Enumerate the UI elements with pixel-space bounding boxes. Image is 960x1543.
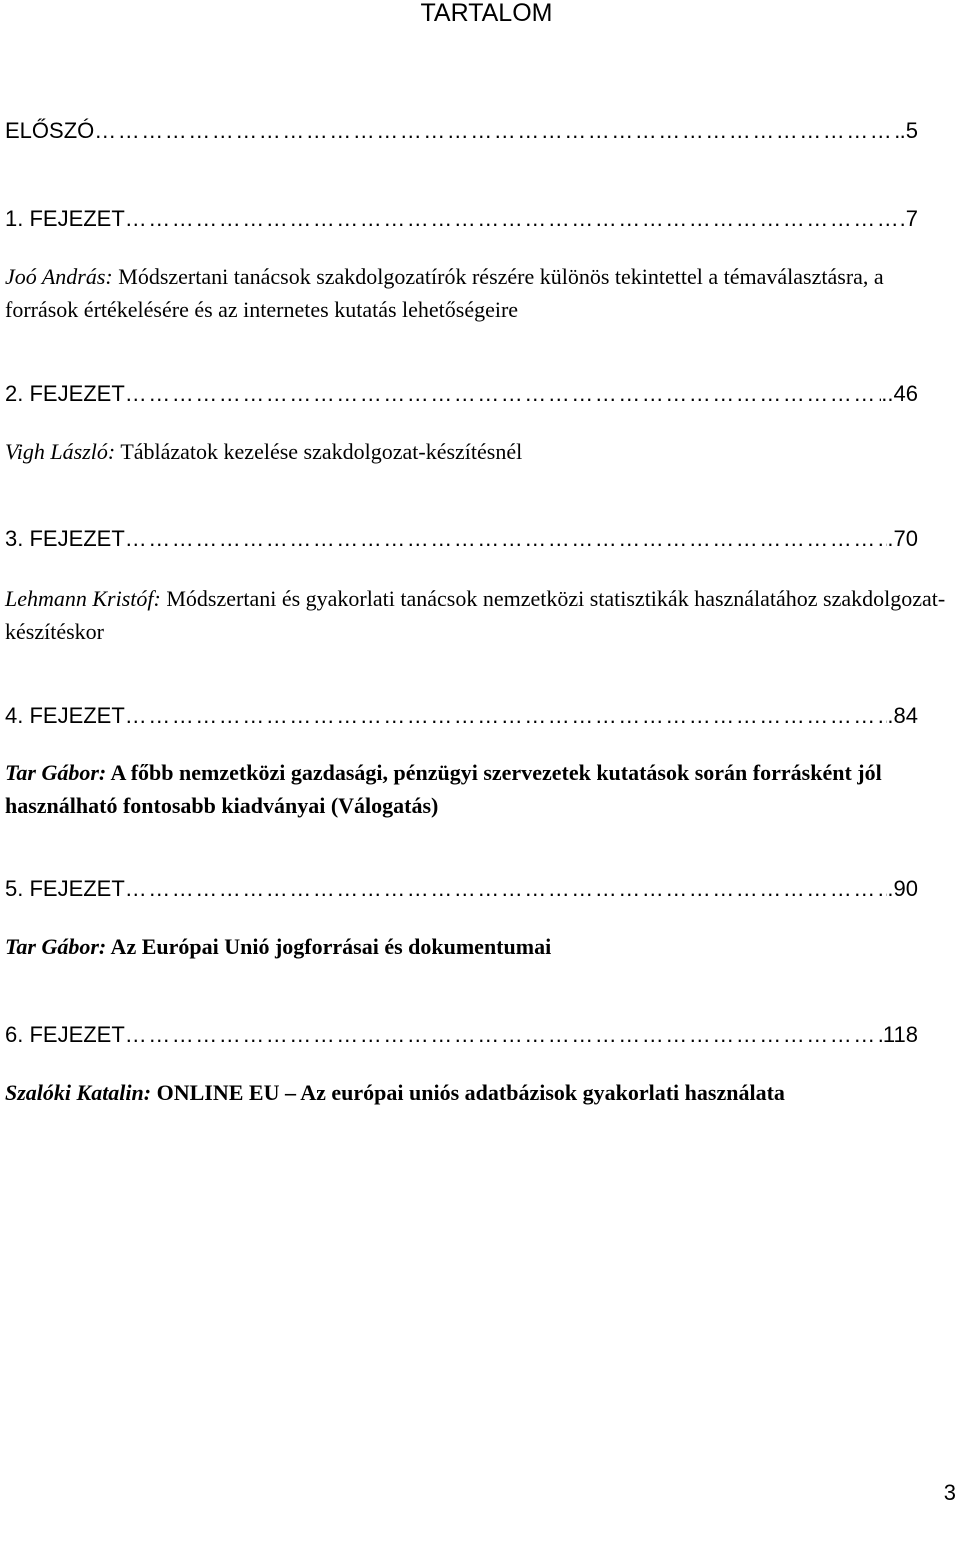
chapter-title: A főbb nemzetközi gazdasági, pénzügyi szervezetek kutatások során forrásként jól használható fontosabb kiadványai (Válogatás) [5,760,882,818]
chapter-author: Tar Gábor: [5,760,107,785]
toc-page: .90 [887,876,918,901]
dot-leader [125,526,888,552]
dot-leader [94,118,899,144]
chapter-title: Módszertani tanácsok szakdolgozatírók részére különös tekintettel a témaválasztásra, a források értékelésére és az internetes kutatás lehetőségeire [5,264,884,322]
toc-entry-chapter-6 [5,1022,918,1048]
toc-entry-chapter-2 [5,381,918,407]
page-title: TARTALOM [420,0,553,27]
chapter-author: Szalóki Katalin: [5,1080,152,1105]
dot-leader [125,381,882,407]
chapter-title: ONLINE EU – Az európai uniós adatbázisok gyakorlati használata [151,1080,785,1105]
toc-label: 6. FEJEZET [5,1022,125,1047]
page-number: 3 [943,1480,956,1505]
toc-page: ..46 [881,381,918,406]
toc-page: .7 [899,206,918,231]
chapter-title: Módszertani és gyakorlati tanácsok nemzetközi statisztikák használatához szakdolgozat-készítéskor [5,586,946,644]
toc-page: .70 [887,526,918,551]
chapter-author: Vigh László: [5,439,116,464]
toc-entry-chapter-5 [5,876,918,902]
toc-label: 2. FEJEZET [5,381,125,406]
dot-leader [125,1022,883,1048]
toc-page: .5 [899,118,918,143]
chapter-1-description [5,260,955,326]
chapter-title: Az Európai Unió jogforrásai és dokumentumai [106,934,552,959]
toc-label: ELŐSZÓ [5,118,95,143]
toc-label: 5. FEJEZET [5,876,125,901]
toc-entry-chapter-1 [5,206,918,232]
dot-leader [125,703,888,729]
dot-leader [125,876,888,902]
toc-label: 3. FEJEZET [5,526,125,551]
toc-entry-chapter-4 [5,703,918,729]
chapter-2-description [5,435,955,468]
chapter-3-description [5,582,955,648]
toc-label: 1. FEJEZET [5,206,125,231]
toc-label: 4. FEJEZET [5,703,125,728]
chapter-author: Joó András: [5,264,113,289]
toc-entry-foreword [5,118,918,144]
toc-entry-chapter-3 [5,526,918,552]
chapter-4-description [5,756,955,822]
dot-leader [125,206,900,232]
chapter-author: Lehmann Kristóf: [5,586,161,611]
chapter-6-description [5,1076,955,1109]
toc-page: 118 [882,1022,918,1047]
chapter-author: Tar Gábor: [5,934,107,959]
toc-page: .84 [887,703,918,728]
chapter-title: Táblázatok kezelése szakdolgozat-készítésnél [115,439,523,464]
chapter-5-description [5,930,955,963]
